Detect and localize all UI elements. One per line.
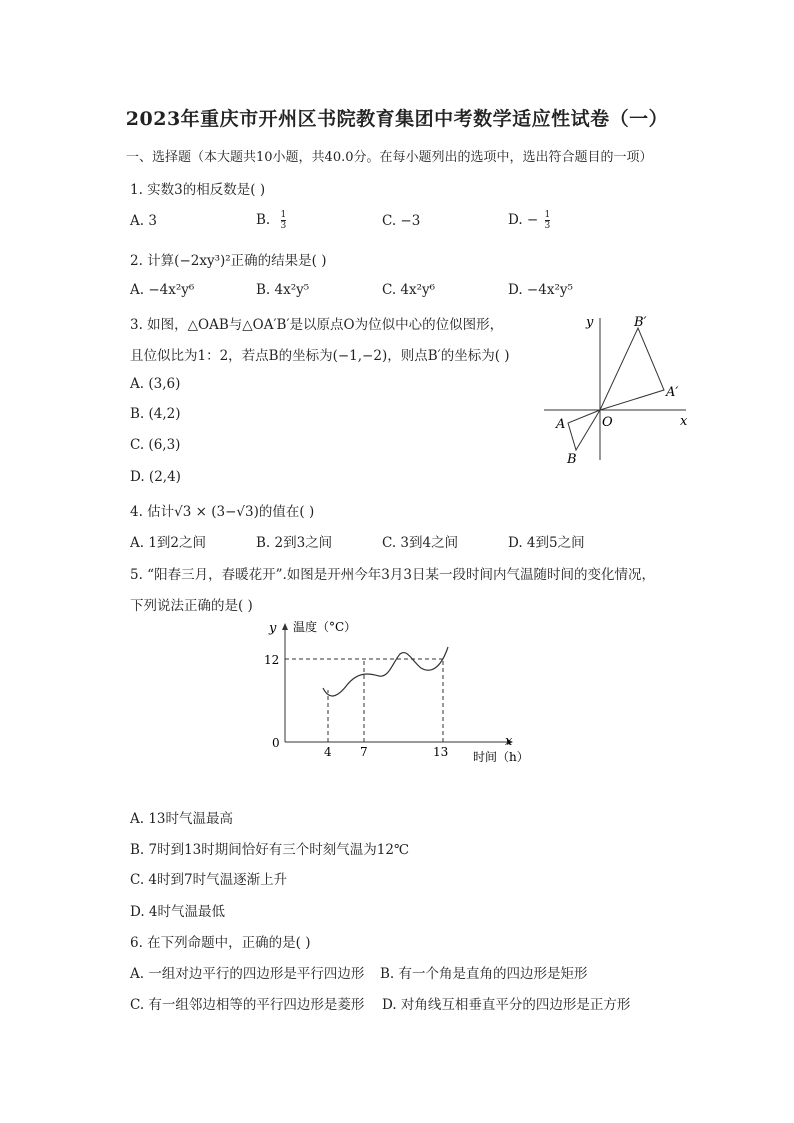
q5-option-b[interactable]: B. 7时到13时期间恰好有三个时刻气温为12℃ bbox=[130, 842, 410, 858]
q1-option-b-denominator: 3 bbox=[280, 221, 287, 231]
chart-tick-12: 12 bbox=[264, 653, 280, 667]
q1-option-d-label: D. − bbox=[508, 212, 539, 228]
fig-origin-label: O bbox=[602, 415, 613, 430]
q5-option-a[interactable]: A. 13时气温最高 bbox=[130, 811, 234, 827]
q1-option-c[interactable]: C. −3 bbox=[382, 213, 421, 229]
question-1-stem: 1. 实数3的相反数是( ) bbox=[130, 182, 266, 198]
chart-y-label: 温度（°C） bbox=[293, 620, 357, 634]
q5-option-c[interactable]: C. 4时到7时气温逐渐上升 bbox=[130, 872, 288, 888]
chart-tick-7: 7 bbox=[360, 745, 368, 759]
q3-option-d[interactable]: D. (2,4) bbox=[130, 469, 181, 485]
chart-origin-label: 0 bbox=[272, 736, 280, 750]
q1-option-d[interactable] bbox=[508, 210, 550, 231]
q3-option-b[interactable]: B. (4,2) bbox=[130, 406, 181, 422]
chart-x-letter: x bbox=[505, 734, 513, 749]
chart-tick-4: 4 bbox=[324, 745, 332, 759]
q2-option-b[interactable]: B. 4x²y⁵ bbox=[256, 282, 310, 298]
q4-option-a[interactable]: A. 1到2之间 bbox=[130, 535, 207, 551]
fig-point-b: B bbox=[567, 452, 577, 467]
temperature-chart bbox=[255, 612, 545, 772]
fig-point-a: A bbox=[556, 417, 566, 432]
q1-option-b-numerator: 1 bbox=[280, 210, 287, 220]
q3-option-a[interactable]: A. (3,6) bbox=[130, 376, 181, 392]
q4-option-c[interactable]: C. 3到4之间 bbox=[382, 535, 459, 551]
triangle-oab bbox=[568, 410, 600, 450]
y-axis-arrow-icon bbox=[282, 623, 288, 630]
chart-x-label: 时间（h） bbox=[473, 750, 529, 764]
fig-point-a-prime: A′ bbox=[666, 385, 679, 400]
section-heading: 一、选择题（本大题共10小题，共40.0分。在每小题列出的选项中，选出符合题目的一项） bbox=[126, 150, 653, 165]
temperature-curve bbox=[323, 647, 448, 696]
fig-point-b-prime: B′ bbox=[634, 315, 647, 330]
q2-option-a[interactable]: A. −4x²y⁶ bbox=[130, 282, 195, 298]
q1-option-a[interactable]: A. 3 bbox=[130, 213, 157, 229]
q6-option-d[interactable]: D. 对角线互相垂直平分的四边形是正方形 bbox=[382, 997, 631, 1013]
q1-option-b-fraction bbox=[281, 210, 287, 231]
question-5-stem-line1: 5. “阳春三月，春暖花开”.如图是开州今年3月3日某一段时间内气温随时间的变化情况， bbox=[130, 567, 655, 583]
question-6-stem: 6. 在下列命题中，正确的是( ) bbox=[130, 935, 311, 951]
triangle-oa2b2 bbox=[600, 328, 664, 410]
question-5-stem-line2: 下列说法正确的是( ) bbox=[130, 598, 253, 614]
question-3-stem-line1: 3. 如图，△OAB与△OA′B′是以原点O为位似中心的位似图形， bbox=[130, 317, 504, 333]
q6-option-b[interactable]: B. 有一个角是直角的四边形是矩形 bbox=[380, 966, 588, 982]
similar-triangles-figure bbox=[540, 310, 700, 470]
question-3-stem-line2: 且位似比为1：2，若点B的坐标为(−1,−2)，则点B′的坐标为( ) bbox=[130, 348, 510, 364]
q1-option-d-denominator: 3 bbox=[544, 221, 551, 231]
q4-option-b[interactable]: B. 2到3之间 bbox=[256, 535, 333, 551]
fig-y-label: y bbox=[586, 315, 594, 330]
fig-x-label: x bbox=[680, 414, 688, 429]
q1-option-d-numerator: 1 bbox=[544, 210, 551, 220]
q5-option-d[interactable]: D. 4时气温最低 bbox=[130, 904, 226, 920]
q6-option-a[interactable]: A. 一组对边平行的四边形是平行四边形 bbox=[130, 966, 365, 982]
q4-option-d[interactable]: D. 4到5之间 bbox=[508, 535, 585, 551]
q1-option-b-label: B. bbox=[256, 212, 271, 228]
q2-option-c[interactable]: C. 4x²y⁶ bbox=[382, 282, 436, 298]
page-title: 2023年重庆市开州区书院教育集团中考数学适应性试卷（一） bbox=[125, 108, 669, 130]
q6-option-c[interactable]: C. 有一组邻边相等的平行四边形是菱形 bbox=[130, 997, 365, 1013]
question-2-stem: 2. 计算(−2xy³)²正确的结果是( ) bbox=[130, 253, 327, 269]
chart-tick-13: 13 bbox=[433, 745, 449, 759]
q1-option-b[interactable] bbox=[256, 210, 286, 231]
question-4-stem: 4. 估计√3 × (3−√3)的值在( ) bbox=[130, 504, 315, 520]
chart-y-letter: y bbox=[269, 621, 277, 636]
q3-option-c[interactable]: C. (6,3) bbox=[130, 437, 181, 453]
q1-option-d-fraction bbox=[545, 210, 551, 231]
q2-option-d[interactable]: D. −4x²y⁵ bbox=[508, 282, 573, 298]
